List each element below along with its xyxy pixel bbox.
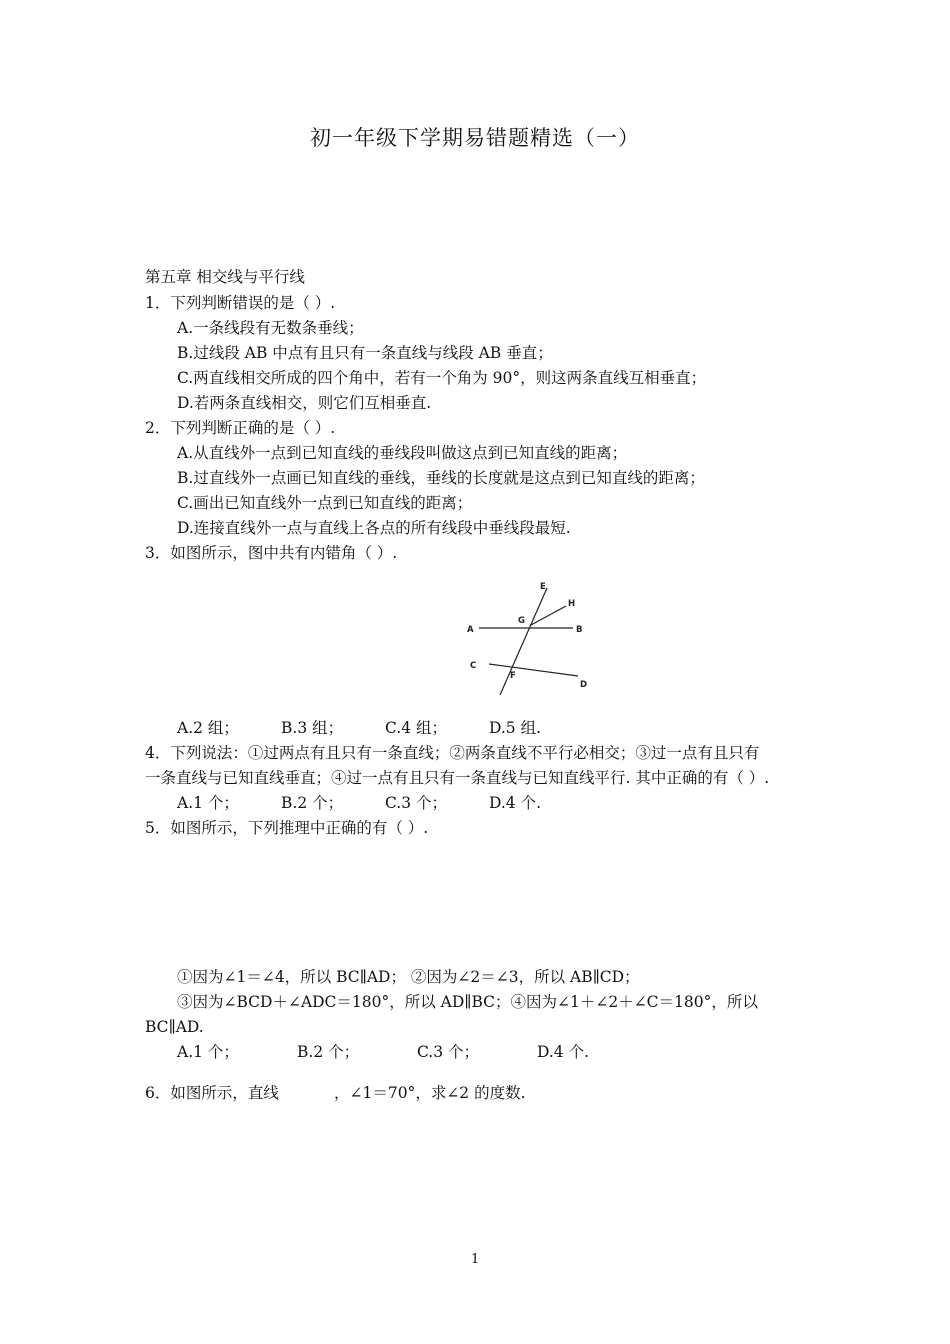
question-3-option-b: B.3 组；: [281, 719, 344, 737]
question-1-option-a: A.一条线段有无数条垂线；: [177, 319, 364, 337]
question-6-stem-part-2: ，∠1＝70°，求∠2 的度数.: [334, 1084, 526, 1102]
label-b: B: [576, 625, 583, 635]
line-ef: [500, 588, 547, 695]
question-5-option-d: D.4 个.: [537, 1043, 590, 1061]
question-2-option-c: C.画出已知直线外一点到已知直线的距离；: [177, 494, 473, 512]
question-2-option-b: B.过直线外一点画已知直线的垂线，垂线的长度就是这点到已知直线的距离；: [177, 469, 705, 487]
label-h: H: [568, 599, 576, 609]
question-2-stem: 2．下列判断正确的是（ ）.: [145, 419, 336, 437]
question-5-line-3: BC∥AD.: [145, 1018, 204, 1036]
question-4-option-d: D.4 个.: [489, 794, 542, 812]
label-a: A: [467, 625, 474, 635]
question-3-option-a: A.2 组；: [177, 719, 239, 737]
question-5-option-c: C.3 个；: [417, 1043, 480, 1061]
question-4-stem-line-2: 一条直线与已知直线垂直；④过一点有且只有一条直线与已知直线平行. 其中正确的有（ ）.: [145, 769, 770, 787]
label-c: C: [470, 661, 477, 671]
page-number: 1: [471, 1252, 480, 1267]
label-d: D: [580, 680, 588, 690]
question-4-option-b: B.2 个；: [281, 794, 344, 812]
question-4-option-c: C.3 个；: [385, 794, 448, 812]
question-1-option-d: D.若两条直线相交，则它们互相垂直.: [177, 394, 432, 412]
label-e: E: [540, 582, 546, 592]
question-5-line-1: ①因为∠1＝∠4，所以 BC∥AD； ②因为∠2＝∠3，所以 AB∥CD；: [177, 968, 640, 986]
ray-gh: [531, 606, 566, 625]
label-f: F: [510, 671, 516, 681]
question-4-option-a: A.1 个；: [177, 794, 239, 812]
question-3-stem: 3．如图所示，图中共有内错角（ ）.: [145, 544, 398, 562]
question-5-option-b: B.2 个；: [297, 1043, 360, 1061]
label-g: G: [518, 616, 525, 626]
question-5-stem: 5．如图所示，下列推理中正确的有（ ）.: [145, 819, 429, 837]
line-cd: [489, 664, 578, 676]
question-4-stem-line-1: 4．下列说法：①过两点有且只有一条直线；②两条直线不平行必相交；③过一点有且只有: [145, 744, 760, 762]
question-3-option-c: C.4 组；: [385, 719, 448, 737]
question-1-option-b: B.过线段 AB 中点有且只有一条直线与线段 AB 垂直；: [177, 344, 553, 362]
question-6-stem-part-1: 6．如图所示，直线: [145, 1084, 279, 1102]
question-2-option-a: A.从直线外一点到已知直线的垂线段叫做这点到已知直线的距离；: [177, 444, 628, 462]
page-title: 初一年级下学期易错题精选（一）: [310, 126, 640, 150]
chapter-heading: 第五章 相交线与平行线: [145, 268, 305, 286]
question-3-option-d: D.5 组.: [489, 719, 542, 737]
question-5-line-2: ③因为∠BCD＋∠ADC＝180°，所以 AD∥BC；④因为∠1＋∠2＋∠C＝180°，所以: [177, 993, 758, 1011]
question-1-option-c: C.两直线相交所成的四个角中，若有一个角为 90°，则这两条直线互相垂直；: [177, 369, 707, 387]
question-2-option-d: D.连接直线外一点与直线上各点的所有线段中垂线段最短.: [177, 519, 571, 537]
question-1-stem: 1．下列判断错误的是（ ）.: [145, 294, 336, 312]
question-3-figure: [455, 575, 605, 700]
question-5-option-a: A.1 个；: [177, 1043, 239, 1061]
